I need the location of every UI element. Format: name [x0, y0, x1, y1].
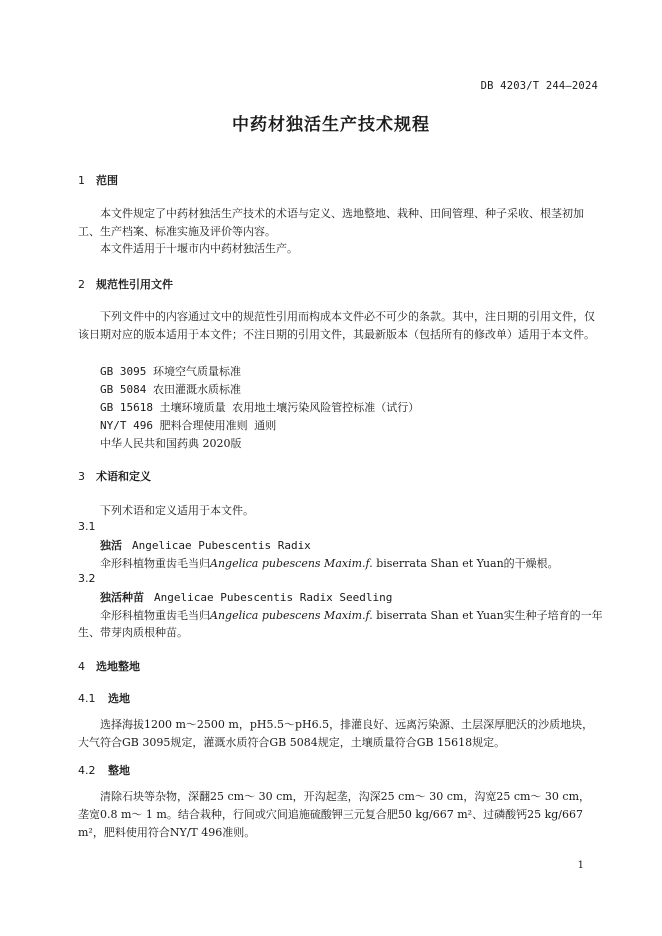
reference-item: 中华人民共和国药典 2020版 [100, 437, 242, 450]
site-selection-paragraph: 选择海拔1200 m～2500 m，pH5.5～pH6.5，排灌良好、远离污染源、土层深厚肥沃的沙质地块，大气符合GB 3095规定，灌溉水质符合GB 5084规定，土壤质量符合GB 15618规定。 [78, 718, 594, 749]
term-number: 3.2 [78, 572, 96, 585]
reference-item: GB 5084 农田灌溉水质标准 [100, 383, 241, 396]
reference-item: GB 3095 环境空气质量标准 [100, 365, 241, 378]
references-paragraph: 下列文件中的内容通过文中的规范性引用而构成本文件必不可少的条款。其中，注日期的引用文件，仅该日期对应的版本适用于本文件；不注日期的引用文件，其最新版本（包括所有的修改单）适用于本文件。 [78, 310, 595, 341]
section-heading-terms: 3 术语和定义 [78, 470, 151, 483]
section-heading-site: 4 选地整地 [78, 660, 140, 673]
term-definition-continued: 生、带芽肉质根种苗。 [78, 626, 188, 639]
terms-intro: 下列术语和定义适用于本文件。 [100, 504, 254, 517]
scope-paragraph-1: 本文件规定了中药材独活生产技术的术语与定义、选地整地、栽种、田间管理、种子采收、根茎初加工、生产档案、标准实施及评价等内容。 [78, 207, 584, 238]
section-heading-references: 2 规范性引用文件 [78, 278, 173, 291]
document-title: 中药材独活生产技术规程 [232, 115, 430, 135]
subsection-heading-land-prep: 4.2 整地 [78, 764, 130, 777]
term-number: 3.1 [78, 520, 96, 533]
section-heading-scope: 1 范围 [78, 174, 118, 187]
subsection-heading-site-selection: 4.1 选地 [78, 692, 130, 705]
scope-paragraph-2: 本文件适用于十堰市内中药材独活生产。 [100, 242, 298, 255]
page-number: 1 [577, 860, 584, 871]
term-definition: 伞形科植物重齿毛当归Angelica pubescens Maxim.f. biserrata Shan et Yuan的干燥根。 [100, 557, 559, 570]
document-number: DB 4203/T 244—2024 [480, 80, 598, 92]
term-definition: 伞形科植物重齿毛当归Angelica pubescens Maxim.f. biserrata Shan et Yuan实生种子培育的一年 [100, 609, 603, 622]
reference-item: NY/T 496 肥料合理使用准则 通则 [100, 419, 277, 432]
term-title: 独活 Angelicae Pubescentis Radix [100, 539, 311, 552]
reference-item: GB 15618 土壤环境质量 农用地土壤污染风险管控标准（试行） [100, 401, 420, 414]
land-prep-paragraph: 清除石块等杂物，深翻25 cm～ 30 cm，开沟起垄，沟深25 cm～ 30 cm，沟宽25 cm～ 30 cm，垄宽0.8 m～ 1 m。结合栽种，行间或穴间追施硫酸钾三元复合肥50 kg/667 m²、过磷酸钙25 kg/667 m²，肥料使用符合NY/T 496准则。 [78, 790, 590, 839]
term-title: 独活种苗 Angelicae Pubescentis Radix Seedling [100, 591, 393, 604]
